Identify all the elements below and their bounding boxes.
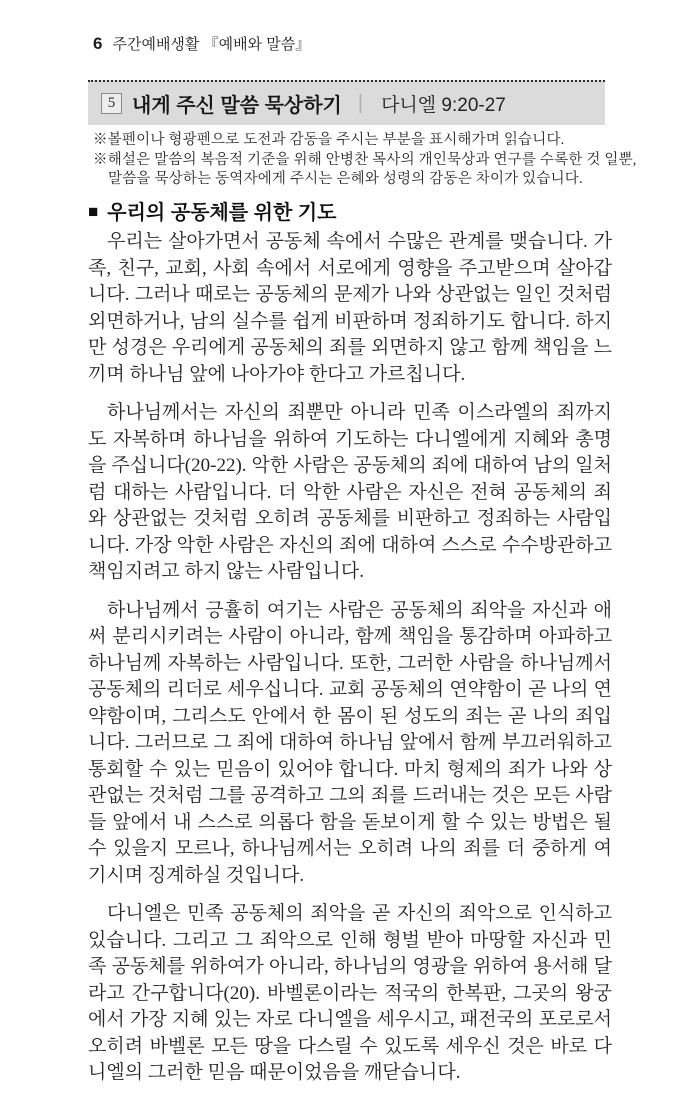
body-content bbox=[88, 229, 612, 1099]
scripture-reference: 다니엘 9:20-27 bbox=[381, 95, 506, 116]
paragraph-3: 하나님께서 긍휼히 여기는 사람은 공동체의 죄악을 자신과 애써 분리시키려는 사람이 아니라, 함께 책임을 통감하며 아파하고 하나님께 자복하는 사람입니다. 또한, 그러한 사람을 하나님께서 공동체의 리더로 세우십니다. 교회 공동체의 연약함이 곧 나의 연약함이며, 그리스도 안에서 한 몸이 된 성도의 죄는 곧 나의 죄입니다. 그러므로 그 죄에 대하여 하나님 앞에서 함께 부끄러워하고 통회할 수 있는 믿음이 있어야 합니다. 마치 형제의 죄가 나와 상관없는 것처럼 그를 공격하고 그의 죄를 드러내는 것은 모든 사람들 앞에서 내 스스로 의롭다 함을 돋보이게 할 수 있는 방법은 될 수 있을지 모르나, 하나님께서는 오히려 나의 죄를 더 중하게 여기시며 징계하실 것입니다. bbox=[88, 599, 612, 886]
section-title: 우리의 공동체를 위한 기도 bbox=[107, 202, 337, 224]
paragraph-4: 다니엘은 민족 공동체의 죄악을 곧 자신의 죄악으로 인식하고 있습니다. 그리고 그 죄악으로 인해 형벌 받아 마땅할 자신과 민족 공동체를 위하여가 아니라, 하나님의 영광을 위하여 용서해 달라고 간구합니다(20). 바벨론이라는 적국의 한복판, 그곳의 왕궁에서 가장 지혜 있는 자로 다니엘을 세우시고, 패전국의 포로로서 오히려 바벨론 모든 땅을 다스릴 수 있도록 세우신 것은 바로 다니엘의 그러한 믿음 때문이었음을 깨닫습니다. bbox=[88, 903, 612, 1083]
note-line-2: ※해설은 말씀의 복음적 기준을 위해 안병찬 목사의 개인묵상과 연구를 수록한 것 일뿐, bbox=[93, 151, 637, 168]
note-line-3: 말씀을 묵상하는 동역자에게 주시는 은혜와 성령의 감동은 차이가 있습니다. bbox=[108, 171, 583, 187]
meditation-section-box bbox=[88, 80, 605, 125]
square-bullet-icon: ■ bbox=[88, 201, 99, 221]
book-title: 주간예배생활 『예배와 말씀』 bbox=[112, 36, 311, 53]
page-header bbox=[93, 33, 310, 54]
page-number: 6 bbox=[93, 34, 103, 53]
note-line-1: ※볼펜이나 형광펜으로 도전과 감동을 주시는 부분을 표시해가며 읽습니다. bbox=[93, 132, 565, 148]
paragraph-2: 하나님께서는 자신의 죄뿐만 아니라 민족 이스라엘의 죄까지도 자복하며 하나님을 위하여 기도하는 다니엘에게 지혜와 총명을 주십니다(20-22). 악한 사람은 공동체의 죄에 대하여 남의 일처럼 대하는 사람입니다. 더 악한 사람은 자신은 전혀 공동체의 죄와 상관없는 것처럼 오히려 공동체를 비판하고 정죄하는 사람입니다. 가장 악한 사람은 자신의 죄에 대하여 스스로 수수방관하고 책임지려고 하지 않는 사람입니다. bbox=[88, 402, 612, 582]
meditation-title: 내게 주신 말씀 묵상하기 bbox=[132, 95, 342, 117]
section-number-badge: 5 bbox=[101, 93, 122, 114]
vertical-divider-icon: | bbox=[357, 92, 364, 114]
reading-notes bbox=[93, 131, 637, 190]
section-heading bbox=[88, 196, 336, 225]
paragraph-1: 우리는 살아가면서 공동체 속에서 수많은 관계를 맺습니다. 가족, 친구, 교회, 사회 속에서 서로에게 영향을 주고받으며 살아갑니다. 그러나 때로는 공동체의 문제가 나와 상관없는 일인 것처럼 외면하거나, 남의 실수를 쉽게 비판하며 정죄하기도 합니다. 하지만 성경은 우리에게 공동체의 죄를 외면하지 않고 함께 책임을 느끼며 하나님 앞에 나아가야 한다고 가르칩니다. bbox=[88, 231, 612, 385]
